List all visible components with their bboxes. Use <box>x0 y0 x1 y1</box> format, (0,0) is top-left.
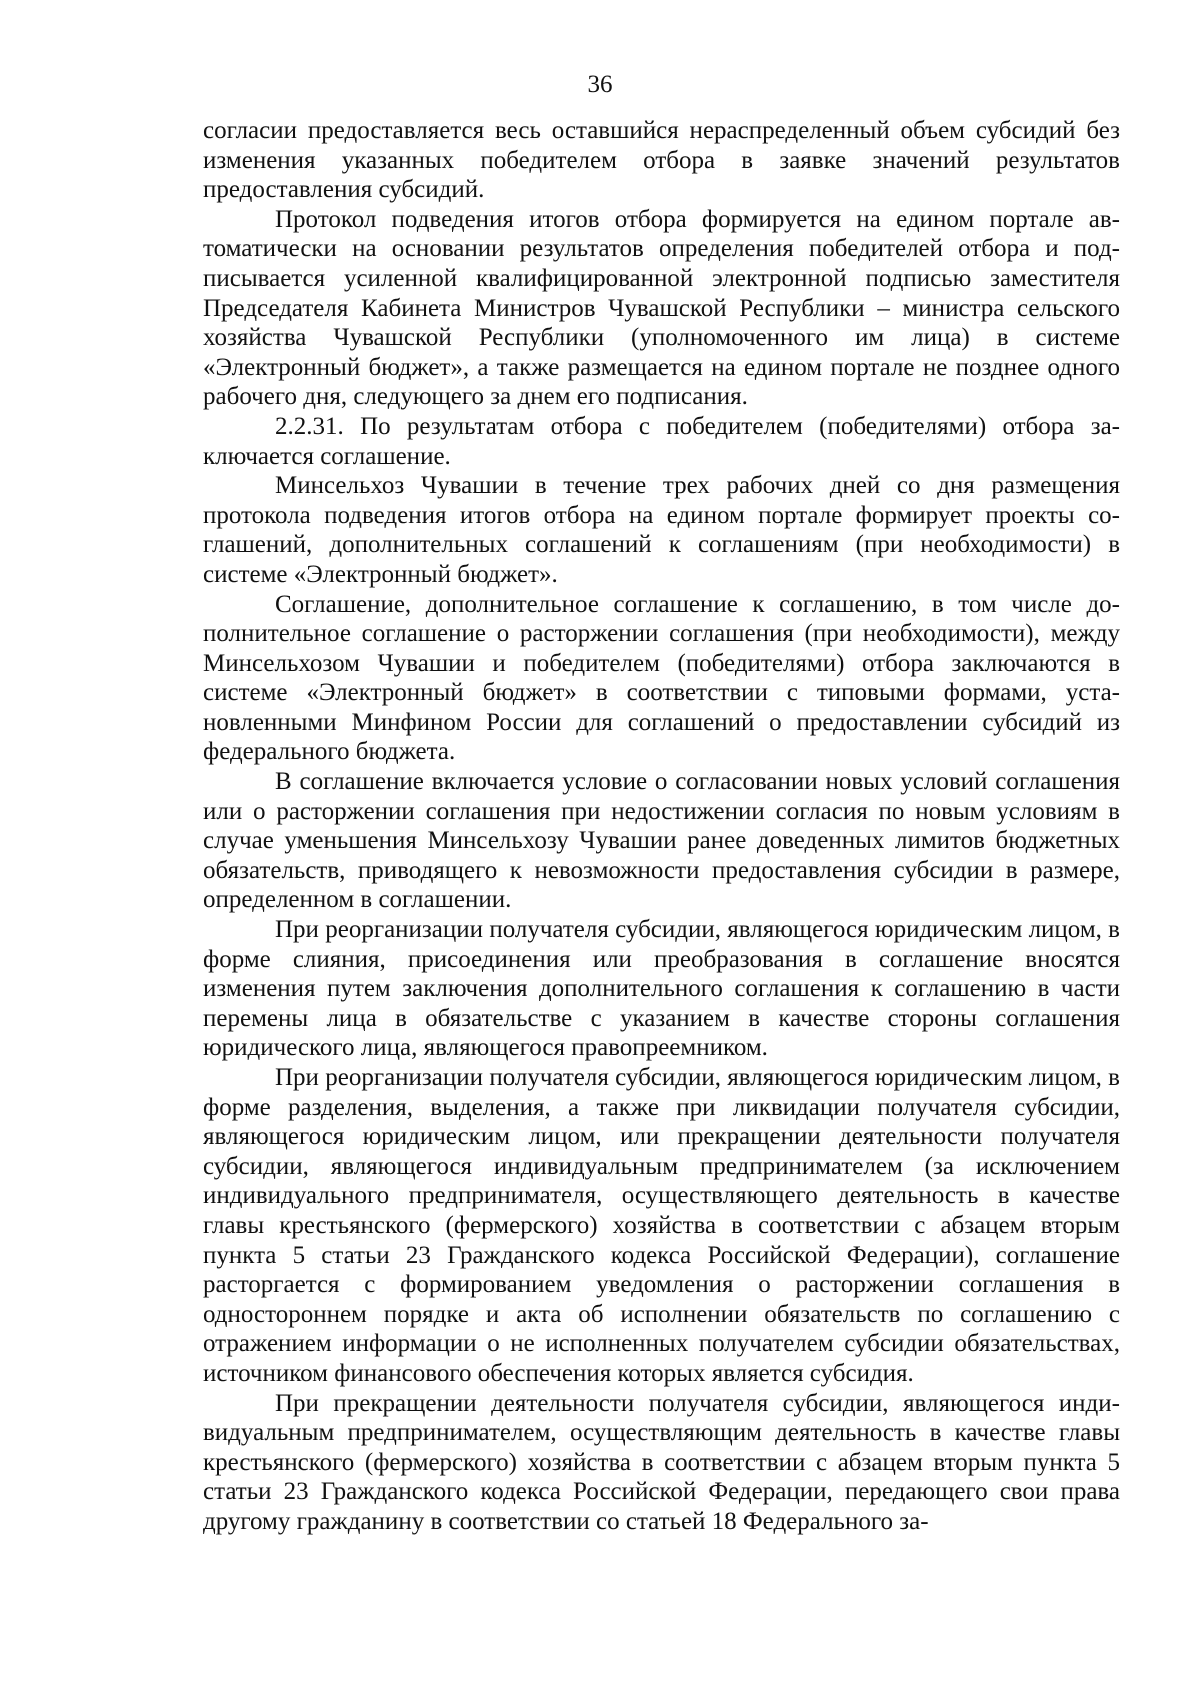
paragraph: согласии предоставляется весь оставшийся нераспределенный объем субсидий без изменения указанных победителем отбора в заявке значений результатов предоставления субсидий. <box>203 117 1120 204</box>
paragraph: 2.2.31. По результатам отбора с победителем (победителями) отбора заключается соглашение. <box>203 412 1120 470</box>
paragraph: В соглашение включается условие о согласовании новых условий соглашения или о расторжении соглашения при недостижении согласия по новым условиям в случае уменьшения Минсельхозу Чувашии ранее доведенных лимитов бюджетных обязательств, приводящего к невозможности предоставления субсидии в размере, определенном в соглашении. <box>203 768 1120 914</box>
paragraph: Минсельхоз Чувашии в течение трех рабочих дней со дня размещения протокола подведения итогов отбора на едином портале формирует проекты соглашений, дополнительных соглашений к соглашениям (при необходимости) в системе «Электронный бюджет». <box>203 472 1120 588</box>
paragraph: При реорганизации получателя субсидии, являющегося юридическим лицом, в форме разделения, выделения, а также при ликвидации получателя субсидии, являющегося юридическим лицом, или прекращении деятельности получателя субсидии, являющегося индивидуальным предпринимателем (за исключением индивидуального предпринимателя, осуществляющего деятельность в качестве главы крестьянского (фермерского) хозяйства в соответствии с абзацем вторым пункта 5 статьи 23 Гражданского кодекса Российской Федерации), соглашение расторгается с формированием уведомления о расторжении соглашения в одностороннем порядке и акта об исполнении обязательств по соглашению с отражением информации о не исполненных получателем субсидии обязательствах, источником финансового обеспечения которых является субсидия. <box>203 1064 1120 1387</box>
paragraph: Протокол подведения итогов отбора формируется на едином портале автоматически на основании результатов определения победителей отбора и подписывается усиленной квалифицированной электронной подписью заместителя Председателя Кабинета Министров Чувашской Республики – министра сельского хозяйства Чувашской Республики (уполномоченного им лица) в системе «Электронный бюджет», а также размещается на едином портале не позднее одного рабочего дня, следующего за днем его подписания. <box>203 205 1120 411</box>
body-text <box>203 116 1120 1537</box>
paragraph: При реорганизации получателя субсидии, являющегося юридическим лицом, в форме слияния, присоединения или преобразования в соглашение вносятся изменения путем заключения дополнительного соглашения к соглашению в части перемены лица в обязательстве с указанием в качестве стороны соглашения юридического лица, являющегося правопреемником. <box>203 916 1120 1062</box>
page-number: 36 <box>587 71 613 98</box>
paragraph: При прекращении деятельности получателя субсидии, являющегося индивидуальным предпринимателем, осуществляющим деятельность в качестве главы крестьянского (фермерского) хозяйства в соответствии с абзацем вторым пункта 5 статьи 23 Гражданского кодекса Российской Федерации, передающего свои права другому гражданину в соответствии со статьей 18 Федерального за- <box>203 1389 1120 1535</box>
paragraph: Соглашение, дополнительное соглашение к соглашению, в том числе дополнительное соглашение о расторжении соглашения (при необходимости), между Минсельхозом Чувашии и победителем (победителями) отбора заключаются в системе «Электронный бюджет» в соответствии с типовыми формами, установленными Минфином России для соглашений о предоставлении субсидий из федерального бюджета. <box>203 590 1120 766</box>
